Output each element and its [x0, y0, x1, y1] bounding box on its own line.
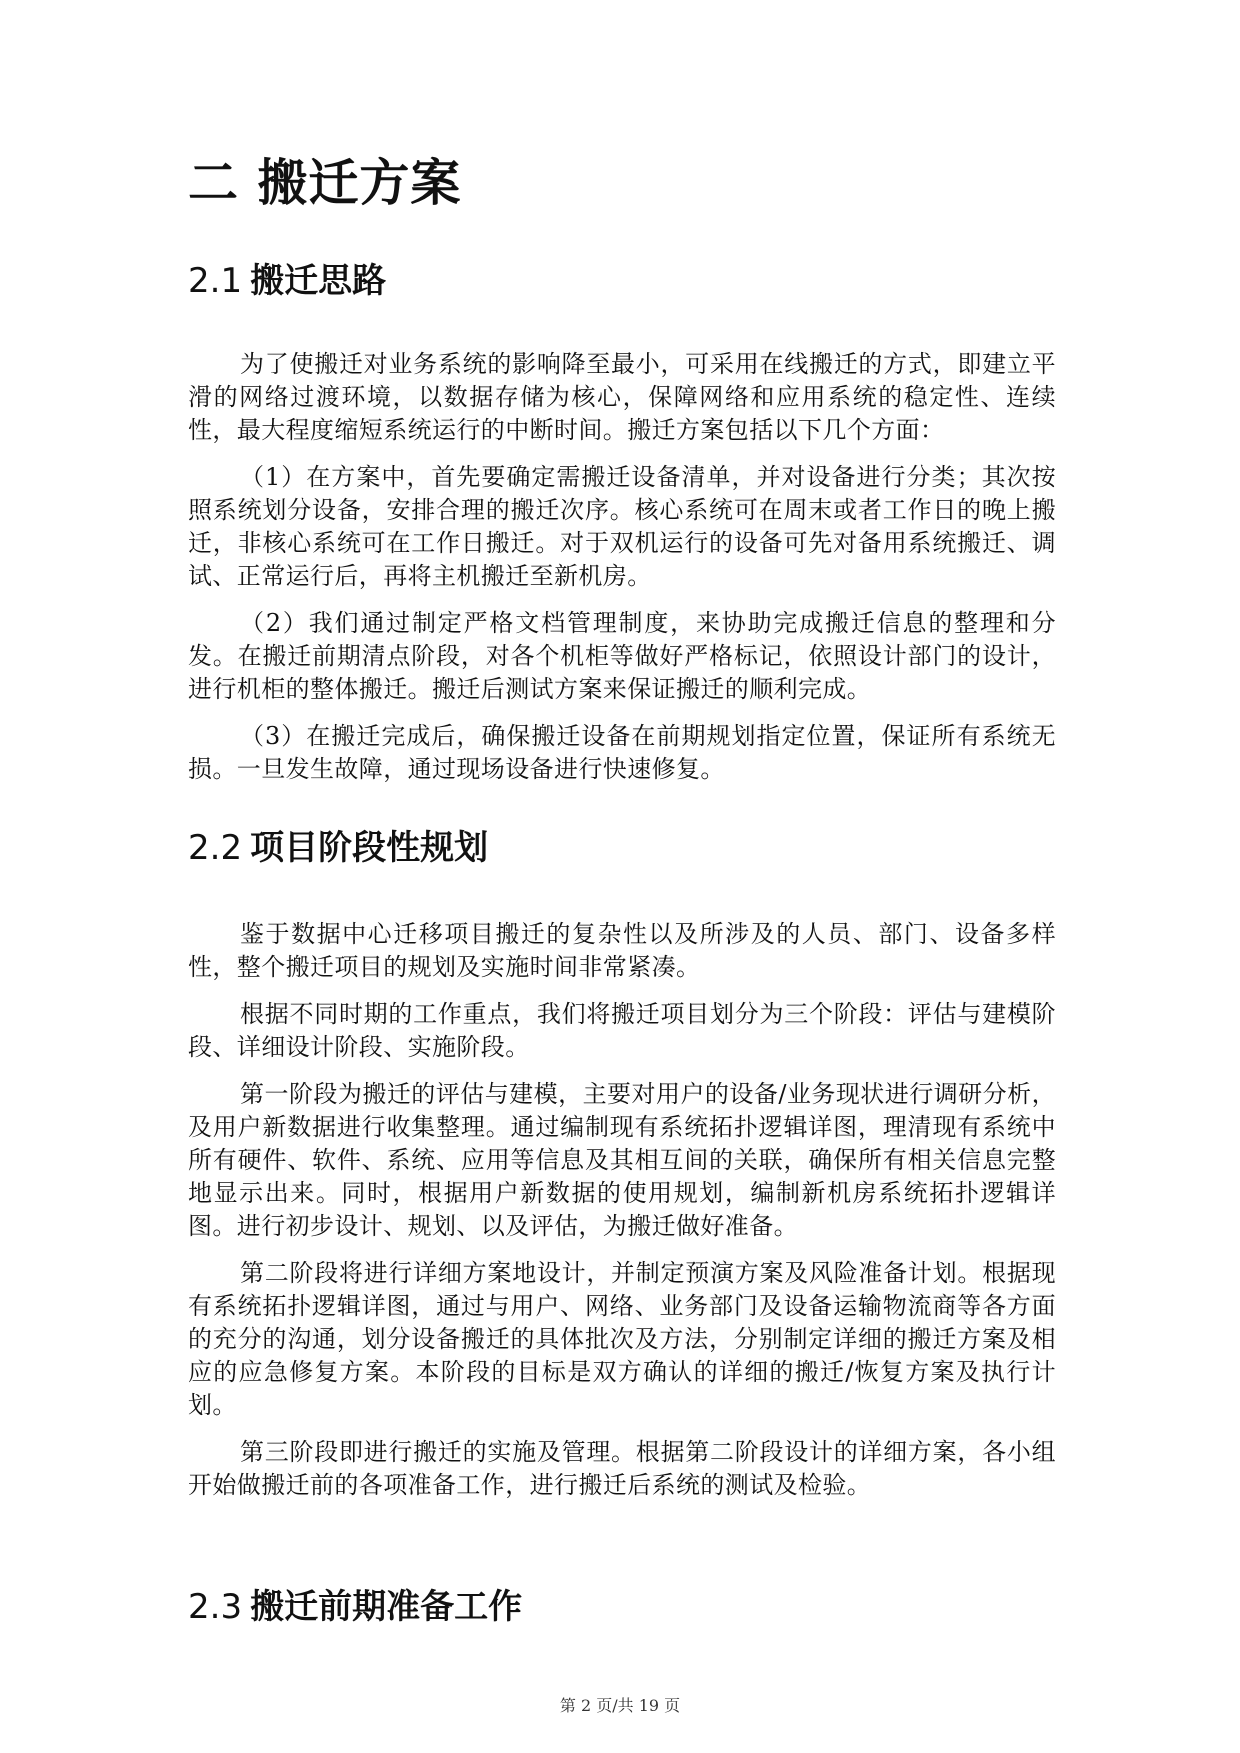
section-number: 2.1 [188, 261, 243, 301]
section-title-text: 搬迁思路 [250, 261, 387, 301]
paragraph: 为了使搬迁对业务系统的影响降至最小，可采用在线搬迁的方式，即建立平滑的网络过渡环境，以数据存储为核心，保障网络和应用系统的稳定性、连续性，最大程度缩短系统运行的中断时间。搬迁方案包括以下几个方面： [188, 350, 1056, 444]
chapter-title: 二 搬迁方案 [188, 154, 462, 212]
page-footer: 第 2 页/共 19 页 [559, 1696, 681, 1715]
paragraph: 鉴于数据中心迁移项目搬迁的复杂性以及所涉及的人员、部门、设备多样性，整个搬迁项目的规划及实施时间非常紧凑。 [188, 920, 1056, 981]
paragraph: （3）在搬迁完成后，确保搬迁设备在前期规划指定位置，保证所有系统无损。一旦发生故障，通过现场设备进行快速修复。 [188, 722, 1056, 783]
paragraph: 第一阶段为搬迁的评估与建模，主要对用户的设备/业务现状进行调研分析，及用户新数据进行收集整理。通过编制现有系统拓扑逻辑详图，理清现有系统中所有硬件、软件、系统、应用等信息及其相互间的关联，确保所有相关信息完整地显示出来。同时，根据用户新数据的使用规划，编制新机房系统拓扑逻辑详图。进行初步设计、规划、以及评估，为搬迁做好准备。 [188, 1080, 1056, 1240]
section-heading-2-3 [188, 1583, 522, 1631]
paragraph: 第三阶段即进行搬迁的实施及管理。根据第二阶段设计的详细方案，各小组开始做搬迁前的各项准备工作，进行搬迁后系统的测试及检验。 [188, 1438, 1056, 1499]
section-body-2-1 [188, 348, 1056, 800]
section-title-text: 搬迁前期准备工作 [250, 1587, 523, 1627]
section-title-text: 项目阶段性规划 [250, 828, 489, 868]
section-heading-2-1 [188, 257, 386, 305]
paragraph: （1）在方案中，首先要确定需搬迁设备清单，并对设备进行分类；其次按照系统划分设备，安排合理的搬迁次序。核心系统可在周末或者工作日的晚上搬迁，非核心系统可在工作日搬迁。对于双机运行的设备可先对备用系统搬迁、调试、正常运行后，再将主机搬迁至新机房。 [188, 463, 1056, 590]
paragraph: 根据不同时期的工作重点，我们将搬迁项目划分为三个阶段：评估与建模阶段、详细设计阶段、实施阶段。 [188, 1000, 1056, 1061]
section-number: 2.2 [188, 828, 243, 868]
paragraph: 第二阶段将进行详细方案地设计，并制定预演方案及风险准备计划。根据现有系统拓扑逻辑详图，通过与用户、网络、业务部门及设备运输物流商等各方面的充分的沟通，划分设备搬迁的具体批次及方法，分别制定详细的搬迁方案及相应的应急修复方案。本阶段的目标是双方确认的详细的搬迁/恢复方案及执行计划。 [188, 1259, 1056, 1419]
section-heading-2-2 [188, 824, 488, 872]
section-body-2-2 [188, 918, 1056, 1516]
paragraph: （2）我们通过制定严格文档管理制度，来协助完成搬迁信息的整理和分发。在搬迁前期清点阶段，对各个机柜等做好严格标记，依照设计部门的设计，进行机柜的整体搬迁。搬迁后测试方案来保证搬迁的顺利完成。 [188, 609, 1056, 703]
section-number: 2.3 [188, 1587, 243, 1627]
